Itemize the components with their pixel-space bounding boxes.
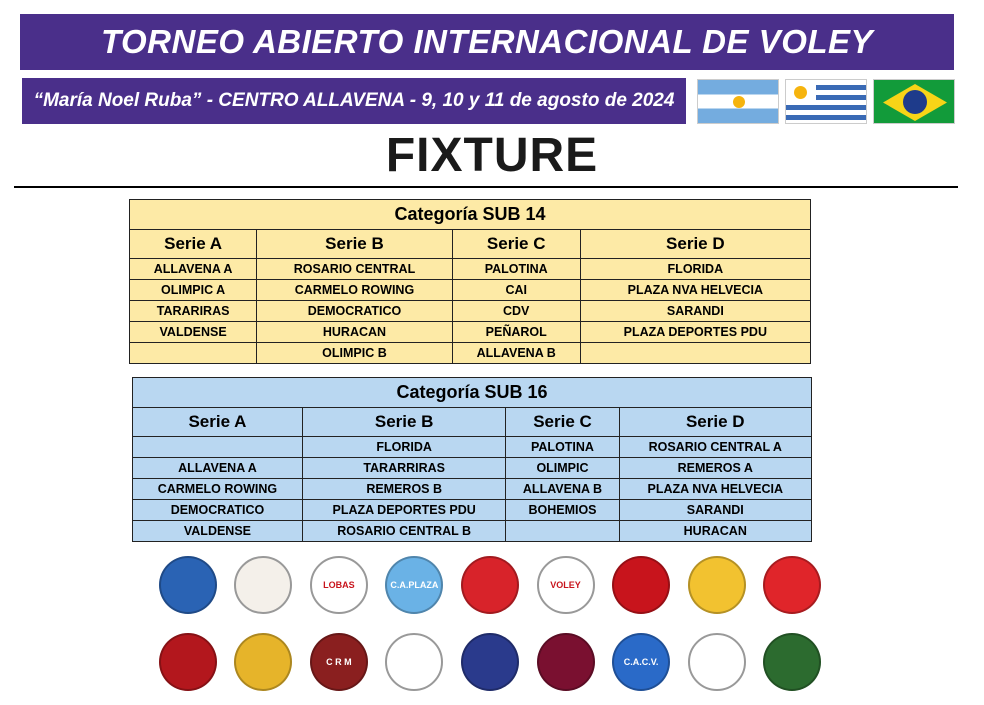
centro-allavena-logo-icon: [688, 556, 746, 614]
sub16-table: [132, 377, 812, 542]
table-row: [133, 458, 812, 479]
team-cell: SARANDI: [580, 301, 810, 322]
sub16-category: Categoría SUB 16: [133, 378, 812, 408]
team-cell: ALLAVENA A: [133, 458, 303, 479]
team-cell: ALLAVENA B: [506, 479, 619, 500]
team-cell: TARARRIRAS: [302, 458, 506, 479]
team-cell: VALDENSE: [133, 521, 303, 542]
sub16-serie-c: Serie C: [506, 408, 619, 437]
sub14-category: Categoría SUB 14: [130, 200, 811, 230]
ca-plaza-logo-icon: [385, 556, 443, 614]
club-logos-row-1: [150, 556, 830, 614]
logo-text: VOLEY: [550, 580, 581, 590]
page-title: FIXTURE: [385, 129, 599, 182]
sub14-table: [129, 199, 811, 364]
crc-voley-logo-icon: [537, 556, 595, 614]
club-shield-logo-icon: [159, 556, 217, 614]
table-row: [130, 259, 811, 280]
tournament-subtitle: “María Noel Ruba” - CENTRO ALLAVENA - 9, 10 y 11 de agosto de 2024: [22, 78, 686, 124]
blue-shield-logo-icon: [461, 633, 519, 691]
team-cell: CDV: [452, 301, 580, 322]
team-cell: PALOTINA: [506, 437, 619, 458]
tournament-banner: TORNEO ABIERTO INTERNACIONAL DE VOLEY: [20, 14, 954, 70]
team-cell: PALOTINA: [452, 259, 580, 280]
divider: [14, 186, 958, 188]
logo-text: LOBAS: [323, 580, 355, 590]
team-cell: CAI: [452, 280, 580, 301]
sub14-serie-a: Serie A: [130, 230, 257, 259]
team-cell: ROSARIO CENTRAL A: [619, 437, 811, 458]
team-cell: [506, 521, 619, 542]
team-cell: BOHEMIOS: [506, 500, 619, 521]
table-row: [133, 437, 812, 458]
team-cell: CARMELO ROWING: [257, 280, 453, 301]
team-cell: DEMOCRATICO: [133, 500, 303, 521]
team-cell: OLIMPIC: [506, 458, 619, 479]
volleyball-circle-logo-icon: [461, 556, 519, 614]
team-cell: [133, 437, 303, 458]
sub14-serie-b: Serie B: [257, 230, 453, 259]
club-tarariras-logo-icon: [612, 556, 670, 614]
cacv-logo-icon: [612, 633, 670, 691]
pink-star-logo-icon: [385, 633, 443, 691]
team-cell: HURACAN: [619, 521, 811, 542]
sub16-serie-b: Serie B: [302, 408, 506, 437]
team-cell: OLIMPIC A: [130, 280, 257, 301]
sarandi-logo-icon: [763, 633, 821, 691]
team-cell: ALLAVENA A: [130, 259, 257, 280]
logo-text: C R M: [326, 657, 352, 667]
brazil-flag-icon: [873, 79, 955, 124]
table-row: [133, 500, 812, 521]
lobas-logo-icon: [310, 556, 368, 614]
rowing-logo-icon: [688, 633, 746, 691]
maroon-team-logo-icon: [537, 633, 595, 691]
table-row: [130, 343, 811, 364]
table-row: [133, 479, 812, 500]
team-cell: VALDENSE: [130, 322, 257, 343]
team-cell: CARMELO ROWING: [133, 479, 303, 500]
team-cell: [580, 343, 810, 364]
sub16-serie-a: Serie A: [133, 408, 303, 437]
team-cell: ROSARIO CENTRAL: [257, 259, 453, 280]
team-cell: OLIMPIC B: [257, 343, 453, 364]
sub14-serie-c: Serie C: [452, 230, 580, 259]
argentina-flag-icon: [697, 79, 779, 124]
team-cell: DEMOCRATICO: [257, 301, 453, 322]
sub14-serie-d: Serie D: [580, 230, 810, 259]
club-d-logo-icon: [234, 556, 292, 614]
team-cell: REMEROS B: [302, 479, 506, 500]
team-cell: ROSARIO CENTRAL B: [302, 521, 506, 542]
team-cell: FLORIDA: [302, 437, 506, 458]
team-cell: ALLAVENA B: [452, 343, 580, 364]
team-cell: PLAZA DEPORTES PDU: [302, 500, 506, 521]
ccrm-logo-icon: [310, 633, 368, 691]
yellow-volleyball-logo-icon: [234, 633, 292, 691]
table-row: [130, 322, 811, 343]
table-row: [130, 280, 811, 301]
team-cell: PLAZA NVA HELVECIA: [580, 280, 810, 301]
sub16-serie-d: Serie D: [619, 408, 811, 437]
team-cell: TARARIRAS: [130, 301, 257, 322]
club-red-logo-icon: [159, 633, 217, 691]
uruguay-flag-icon: [785, 79, 867, 124]
red-wings-logo-icon: [763, 556, 821, 614]
team-cell: PEÑAROL: [452, 322, 580, 343]
team-cell: PLAZA NVA HELVECIA: [619, 479, 811, 500]
team-cell: FLORIDA: [580, 259, 810, 280]
logo-text: C.A.PLAZA: [390, 580, 439, 590]
club-logos-row-2: [150, 633, 830, 691]
team-cell: [130, 343, 257, 364]
table-row: [133, 521, 812, 542]
table-row: [130, 301, 811, 322]
team-cell: REMEROS A: [619, 458, 811, 479]
team-cell: HURACAN: [257, 322, 453, 343]
team-cell: PLAZA DEPORTES PDU: [580, 322, 810, 343]
logo-text: C.A.C.V.: [623, 657, 659, 667]
team-cell: SARANDI: [619, 500, 811, 521]
